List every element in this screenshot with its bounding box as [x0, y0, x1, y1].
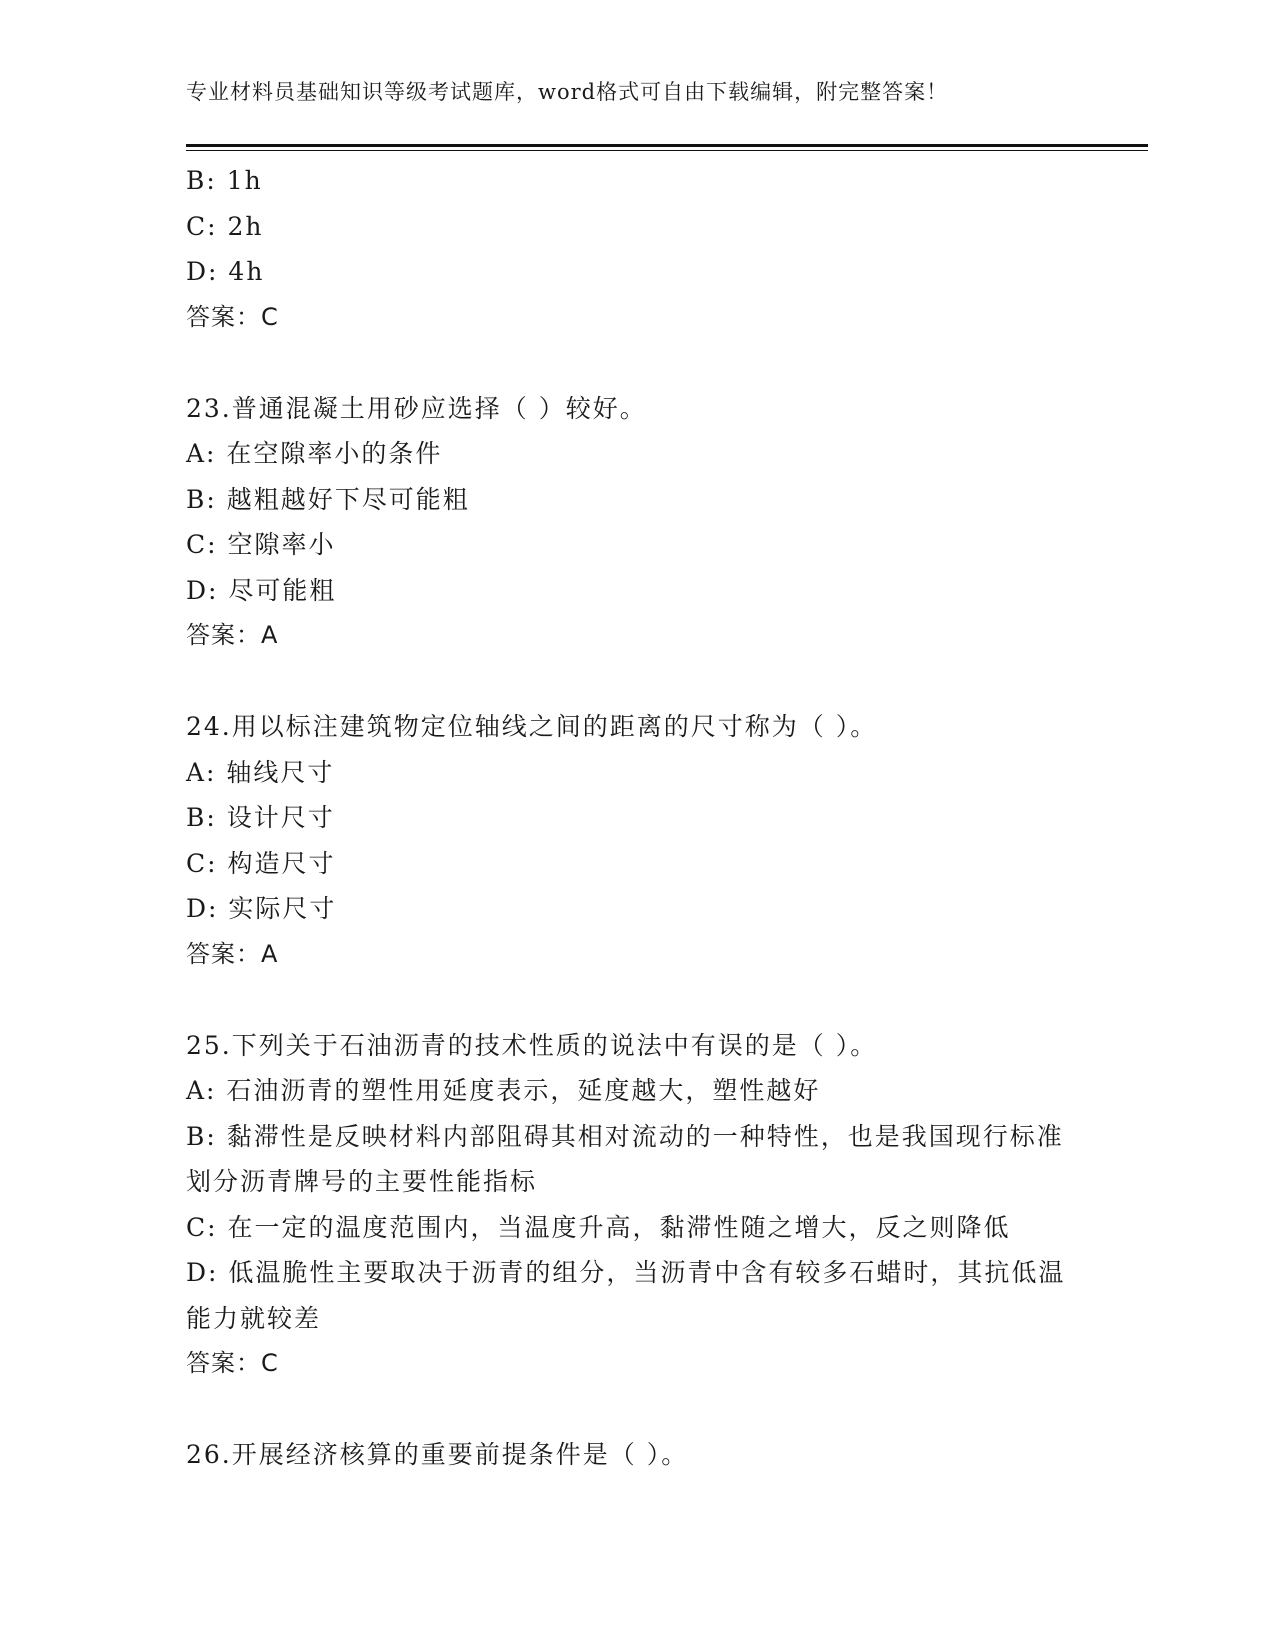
question-block-24 [186, 704, 1066, 977]
question-stem: 23.普通混凝土用砂应选择（ ）较好。 [186, 393, 647, 423]
answer-line: 答案：A [186, 621, 279, 649]
option-d: D: 4h [186, 257, 265, 286]
option-c: C: 在一定的温度范围内，当温度升高，黏滞性随之增大，反之则降低 [186, 1212, 1011, 1242]
question-stem: 24.用以标注建筑物定位轴线之间的距离的尺寸称为（ ）。 [186, 712, 878, 741]
question-stem: 25.下列关于石油沥青的技术性质的说法中有误的是（ ）。 [186, 1030, 878, 1060]
question-stem: 26.开展经济核算的重要前提条件是（ ）。 [186, 1440, 689, 1469]
spacer [186, 659, 1066, 705]
header-rule [186, 144, 1148, 147]
document-body [186, 158, 1066, 1478]
option-c: C: 构造尺寸 [186, 848, 336, 878]
option-a: A: 石油沥青的塑性用延度表示，延度越大，塑性越好 [186, 1076, 821, 1105]
spacer [186, 1387, 1066, 1433]
answer-line: 答案：C [186, 1349, 279, 1377]
spacer [186, 340, 1066, 386]
prev-question-block [186, 158, 1066, 340]
option-b: B: 黏滞性是反映材料内部阻碍其相对流动的一种特性，也是我国现行标准划分沥青牌号的主要性能指标 [186, 1121, 1064, 1196]
answer-line: 答案：A [186, 939, 279, 968]
question-block-23 [186, 386, 1066, 659]
option-d: D: 尽可能粗 [186, 575, 337, 605]
option-a: A: 在空隙率小的条件 [186, 439, 443, 468]
option-b: B: 设计尺寸 [186, 803, 335, 832]
option-d: D: 实际尺寸 [186, 894, 337, 923]
option-b: B: 1h [186, 166, 263, 195]
option-b: B: 越粗越好下尽可能粗 [186, 484, 470, 514]
option-a: A: 轴线尺寸 [186, 757, 335, 787]
question-block-26 [186, 1432, 1066, 1478]
option-d: D: 低温脆性主要取决于沥青的组分，当沥青中含有较多石蜡时，其抗低温能力就较差 [186, 1258, 1066, 1333]
page-header: 专业材料员基础知识等级考试题库，word格式可自由下载编辑，附完整答案！ [186, 80, 949, 104]
spacer [186, 977, 1066, 1023]
option-c: C: 空隙率小 [186, 530, 336, 559]
question-block-25 [186, 1023, 1066, 1387]
answer-line: 答案：C [186, 302, 279, 331]
option-c: C: 2h [186, 211, 264, 241]
